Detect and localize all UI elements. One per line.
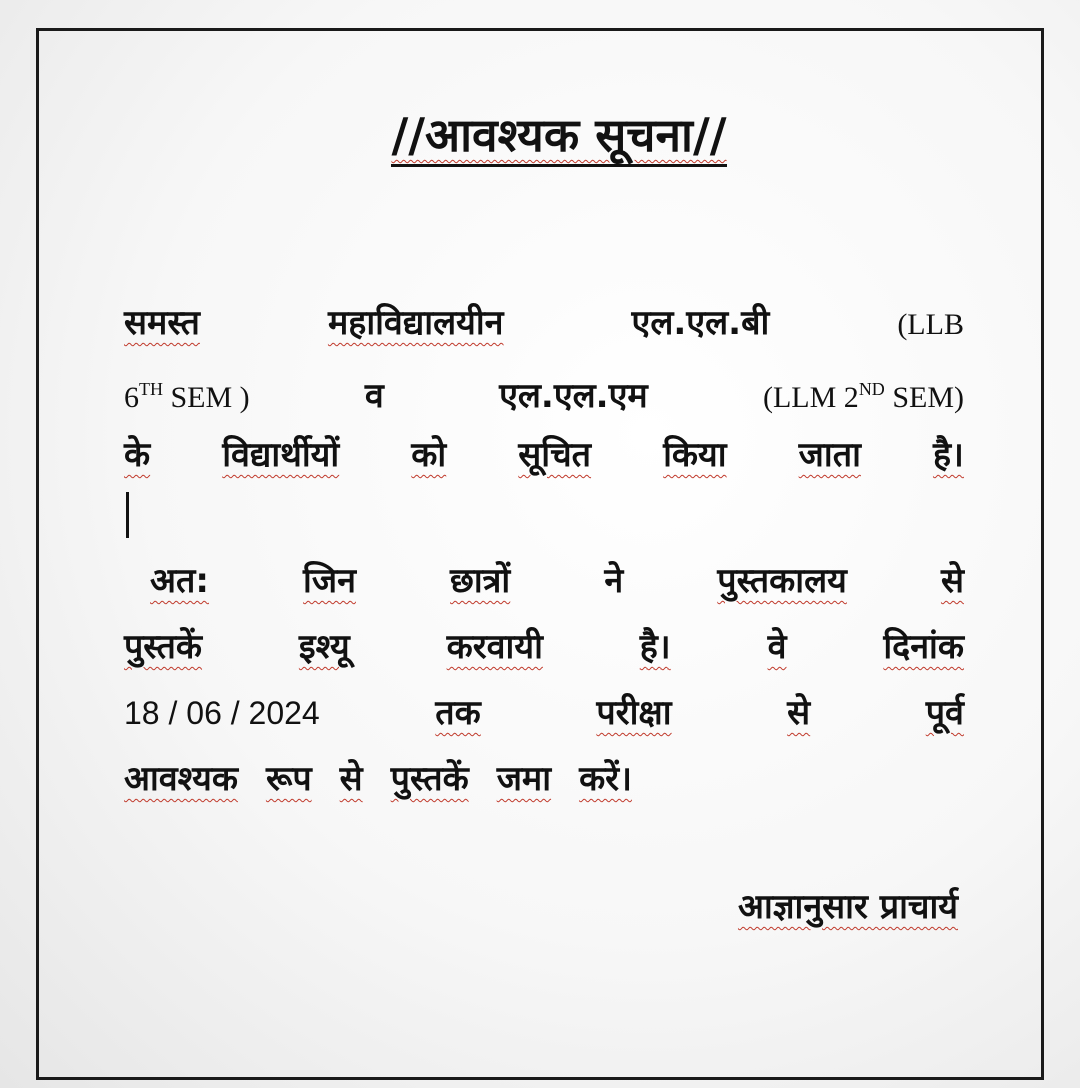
- word: किया: [663, 435, 727, 475]
- word: जाता: [798, 435, 861, 475]
- spacer: [124, 170, 964, 290]
- date: 18 / 06 / 2024: [124, 695, 320, 731]
- word: के: [124, 435, 151, 475]
- word: एल.एल.एम: [499, 376, 648, 416]
- para1-line3: [124, 422, 964, 488]
- signature: आज्ञानुसार प्राचार्य: [737, 887, 958, 927]
- word: पुस्तकालय: [717, 561, 847, 601]
- para1-line2: [124, 356, 964, 422]
- word: है।: [932, 435, 964, 475]
- para2-line3: [124, 680, 964, 746]
- para2-line2: [124, 614, 964, 680]
- word: जमा: [496, 759, 552, 799]
- word: सूचित: [518, 435, 592, 475]
- word: करवायी: [446, 627, 543, 667]
- word: जिन: [303, 561, 356, 601]
- word: अत:: [150, 561, 209, 601]
- para2-line4: [124, 746, 964, 812]
- word: छात्रों: [450, 561, 511, 601]
- word: परीक्षा: [596, 693, 672, 733]
- word: से: [339, 759, 363, 799]
- word: है।: [639, 627, 671, 667]
- word: समस्त: [124, 303, 200, 343]
- word: पुस्तकें: [390, 759, 469, 799]
- para1-line1: [124, 290, 964, 356]
- word: एल.एल.बी: [631, 303, 770, 343]
- text-cursor: [126, 492, 129, 538]
- notice-content: [124, 100, 964, 928]
- word: से: [787, 693, 811, 733]
- word: पूर्व: [925, 693, 964, 733]
- word: करें।: [579, 759, 632, 799]
- word: से: [940, 561, 964, 601]
- word: तक: [435, 693, 481, 733]
- word: ने: [604, 561, 624, 601]
- word: (LLB: [897, 308, 964, 341]
- word: पुस्तकें: [124, 627, 203, 667]
- para2-line1: [124, 548, 964, 614]
- llm-semester: (LLM 2ND SEM): [762, 379, 964, 414]
- word: महाविद्यालयीन: [327, 303, 504, 343]
- word: व: [364, 376, 384, 416]
- notice-title: //आवश्यक सूचना//: [154, 100, 964, 170]
- semester-6: 6TH SEM ): [124, 379, 250, 414]
- word: वे: [767, 627, 787, 667]
- word: इश्यू: [298, 627, 350, 667]
- word: दिनांक: [883, 627, 964, 667]
- word: विद्यार्थीयों: [222, 435, 340, 475]
- word: को: [411, 435, 447, 475]
- word: रूप: [265, 759, 312, 799]
- word: आवश्यक: [124, 759, 238, 799]
